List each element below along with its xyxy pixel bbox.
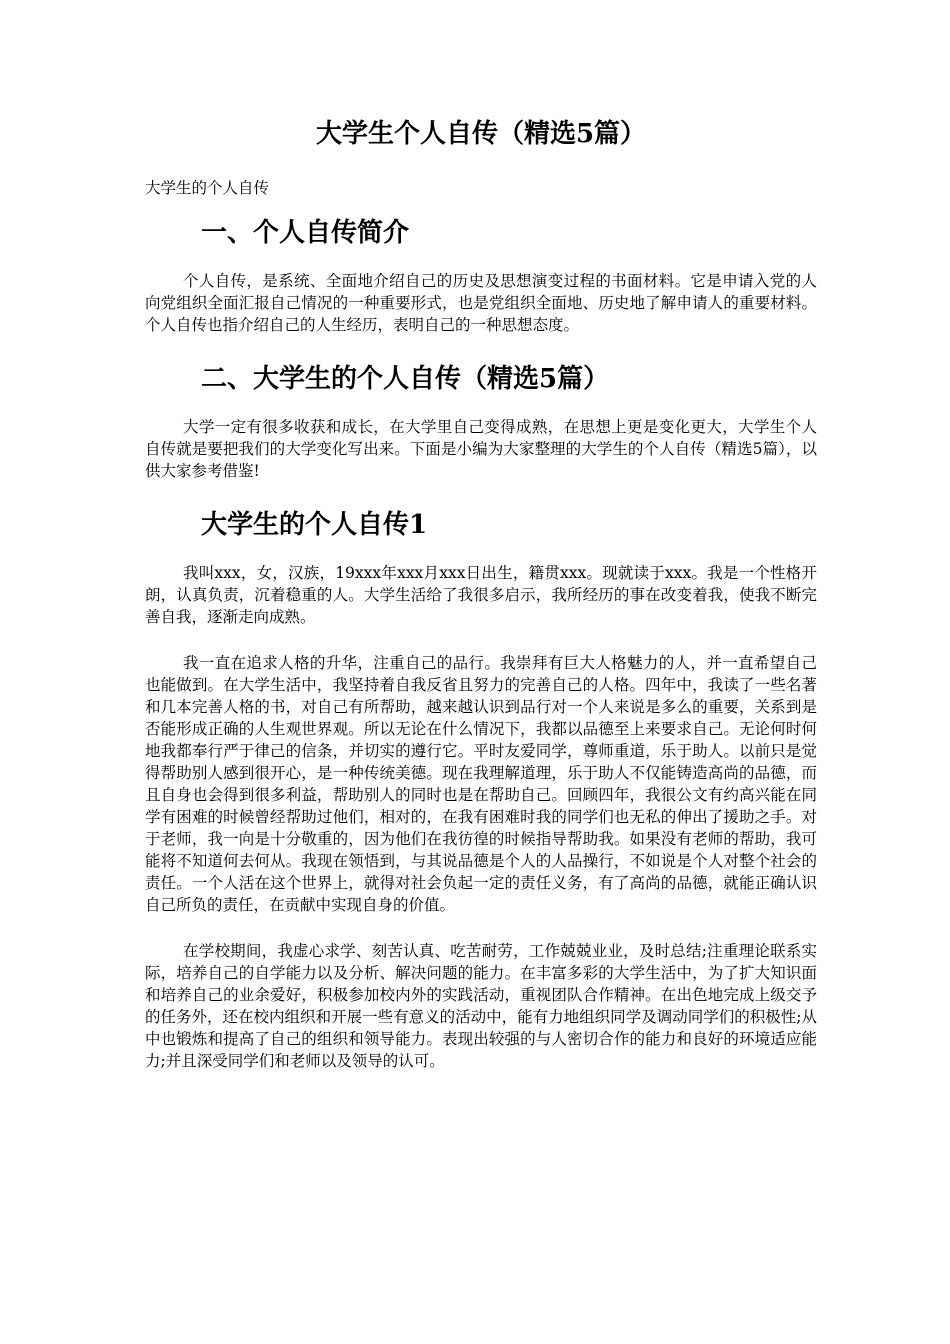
- section-heading-selection: 二、大学生的个人自传（精选5篇）: [201, 364, 610, 394]
- document-subtitle: 大学生的个人自传: [145, 179, 270, 197]
- section-heading-essay-1: 大学生的个人自传1: [201, 510, 428, 540]
- paragraph-essay-1-c: 在学校期间，我虚心求学、刻苦认真、吃苦耐劳，工作兢兢业业，及时总结;注重理论联系实际，培养自己的自学能力以及分析、解决问题的能力。在丰富多彩的大学生活中，为了扩大知识面和培养自己的业余爱好，积极参加校内外的实践活动，重视团队合作精神。在出色地完成上级交予的任务外，还在校内组织和开展一些有意义的活动中，能有力地组织同学及调动同学们的积极性;从中也锻炼和提高了自己的组织和领导能力。表现出较强的与人密切合作的能力和良好的环境适应能力;并且深受同学们和老师以及领导的认可。: [145, 942, 817, 1070]
- paragraph-selection: 大学一定有很多收获和成长，在大学里自己变得成熟，在思想上更是变化更大，大学生个人自传就是要把我们的大学变化写出来。下面是小编为大家整理的大学生的个人自传（精选5篇），以供大家参考借鉴!: [145, 418, 817, 480]
- paragraph-intro: 个人自传，是系统、全面地介绍自己的历史及思想演变过程的书面材料。它是申请入党的人向党组织全面汇报自己情况的一种重要形式，也是党组织全面地、历史地了解申请人的重要材料。个人自传也指介绍自己的人生经历，表明自己的一种思想态度。: [145, 272, 817, 334]
- section-heading-intro: 一、个人自传简介: [201, 218, 410, 248]
- paragraph-essay-1-a: 我叫xxx，女，汉族，19xxx年xxx月xxx日出生，籍贯xxx。现就读于xxx。我是一个性格开朗，认真负责，沉着稳重的人。大学生活给了我很多启示，我所经历的事在改变着我，使我不断完善自我，逐渐走向成熟。: [145, 564, 817, 626]
- document-title: 大学生个人自传（精选5篇）: [315, 119, 647, 149]
- paragraph-essay-1-b: 我一直在追求人格的升华，注重自己的品行。我崇拜有巨大人格魅力的人，并一直希望自己也能做到。在大学生活中，我坚持着自我反省且努力的完善自己的人格。四年中，我读了一些名著和几本完善人格的书，对自己有所帮助，越来越认识到品行对一个人来说是多么的重要，关系到是否能形成正确的人生观世界观。所以无论在什么情况下，我都以品德至上来要求自己。无论何时何地我都奉行严于律己的信条，并切实的遵行它。平时友爱同学，尊师重道，乐于助人。以前只是觉得帮助别人感到很开心，是一种传统美德。现在我理解道理，乐于助人不仅能铸造高尚的品德，而且自身也会得到很多利益，帮助别人的同时也是在帮助自己。回顾四年，我很公文有约高兴能在同学有困难的时候曾经帮助过他们，相对的，在我有困难时我的同学们也无私的伸出了援助之手。对于老师，我一向是十分敬重的，因为他们在我彷徨的时候指导帮助我。如果没有老师的帮助，我可能将不知道何去何从。我现在领悟到，与其说品德是个人的人品操行，不如说是个人对整个社会的责任。一个人活在这个世界上，就得对社会负起一定的责任义务，有了高尚的品德，就能正确认识自己所负的责任，在贡献中实现自身的价值。: [145, 654, 817, 914]
